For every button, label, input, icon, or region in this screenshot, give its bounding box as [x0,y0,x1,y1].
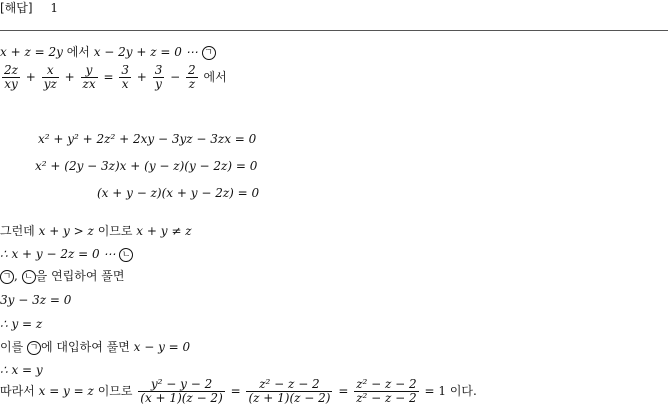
fraction-numerator: 3 [121,63,129,77]
not-equal-statement: x + y ≠ z [136,224,192,238]
fraction-denominator: yz [43,77,57,91]
circled-mark-1: ㄱ [27,341,41,355]
fraction-numerator: z² − z − 2 [356,377,417,391]
equals-sign: = [230,384,241,398]
circled-mark-1: ㄱ [0,270,14,284]
line-11 [0,339,190,355]
plus-sign: + [64,70,75,84]
equation-x-minus-y: x − y = 0 [133,340,191,354]
text-eseo: 에서 [203,70,227,84]
divider [0,30,668,31]
fraction-numerator: x [42,64,59,78]
text-imeuro: 이므로 [97,384,133,398]
line-8 [0,268,124,284]
text-ireul: 이를 [0,340,24,354]
fraction [42,64,59,91]
problem-number: 1 [50,1,59,15]
text-geureonde: 그런데 [0,224,35,238]
text-solve-simultaneous: 을 연립하여 풀면 [35,269,125,283]
text-imeuro: 이므로 [97,224,133,238]
line-2 [0,63,227,91]
fraction [186,64,198,91]
fraction [246,378,332,405]
text-ida: 이다. [449,384,477,398]
fraction-numerator: 3 [154,63,163,77]
plus-sign: + [25,70,36,84]
fraction [119,64,131,91]
fraction-denominator: z² − z − 2 [356,391,417,405]
equals-sign: = [103,70,114,84]
fraction [2,64,20,91]
fraction-numerator: 2z [4,63,18,77]
fraction [138,378,224,405]
line-7 [0,246,133,262]
equation-grouped: x² + (2y − 3z)x + (y − z)(y − 2z) = 0 [35,159,258,173]
fraction-denominator: y [155,77,162,91]
plus-sign: + [136,70,147,84]
equation-expanded: x² + y² + 2z² + 2xy − 3yz − 3zx = 0 [38,132,257,146]
equation-2: ∴ x + y − 2z = 0 ⋯ [0,247,116,261]
answer-label: [해답] [0,1,33,15]
equation-condition: x + z = 2y [0,45,63,59]
equation-factored: (x + y − z)(x + y − 2z) = 0 [97,186,260,200]
fraction [354,378,418,405]
circled-mark-2: ㄴ [119,248,133,262]
equation-1: x − 2y + z = 0 ⋯ [93,45,198,59]
fraction-numerator: y [81,64,98,78]
line-6 [0,223,192,239]
inequality: x + y > z [38,224,94,238]
circled-mark-2: ㄴ [22,270,36,284]
fraction-numerator: 2 [188,63,196,77]
fraction-denominator: (x + 1)(z − 2) [140,391,223,405]
comma: , [14,269,18,283]
fraction-numerator: y² − y − 2 [138,378,224,392]
final-value: = 1 [424,384,447,398]
fraction-denominator: (z + 1)(z − 2) [248,391,331,405]
text-eseo: 에서 [66,45,90,59]
equality-chain: x = y = z [38,384,94,398]
line-13 [0,375,477,407]
equals-sign: = [338,384,349,398]
fraction-denominator: zx [82,77,96,91]
text-ttaraseo: 따라서 [0,384,35,398]
answer-header [0,0,58,16]
fraction-denominator: x [121,77,129,91]
line-1 [0,44,216,60]
fraction [81,64,98,91]
result-x-equals-y: ∴ x = y [0,363,43,377]
circled-mark-1: ㄱ [202,46,216,60]
minus-sign: − [170,70,181,84]
text-substitute: 에 대입하여 풀면 [41,340,130,354]
fraction-denominator: xy [4,77,18,91]
result-y-equals-z: ∴ y = z [0,317,43,331]
fraction-denominator: z [188,77,196,91]
fraction-numerator: z² − z − 2 [246,378,332,392]
equation-3y-3z: 3y − 3z = 0 [0,293,72,307]
fraction [153,64,165,91]
